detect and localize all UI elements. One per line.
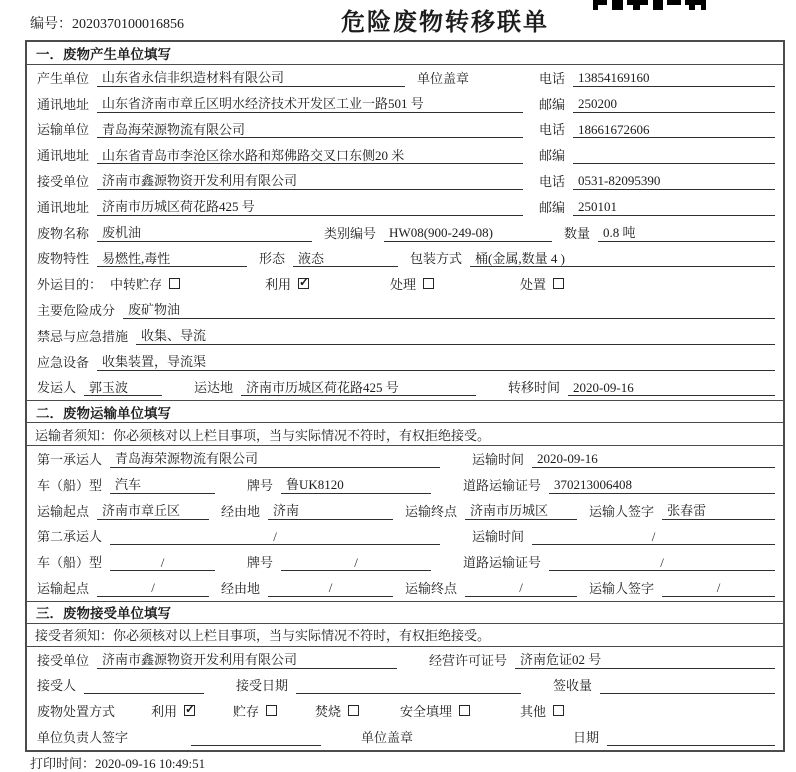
date-value — [607, 730, 775, 746]
checkbox-label: 处理 — [390, 277, 417, 293]
checkbox-icon — [423, 278, 434, 289]
form-state-label: 形态 — [259, 251, 286, 267]
row-vehicle-type-1 — [27, 472, 783, 498]
row-transporter-address — [27, 142, 783, 168]
transporter-postcode-value — [573, 148, 775, 164]
row-consignor — [27, 375, 783, 401]
hazardous-components-value: 废矿物油 — [123, 302, 775, 319]
route-origin-2-value: / — [97, 580, 209, 597]
waste-name-value: 废机油 — [97, 225, 312, 242]
plate-number-label: 牌号 — [247, 477, 274, 493]
route-origin-label: 运输起点 — [37, 503, 90, 519]
checkbox-icon — [348, 705, 359, 716]
quantity-value: 0.8 吨 — [598, 225, 775, 242]
route-end-label: 运输终点 — [405, 503, 458, 519]
unit-seal-2-label: 单位盖章 — [361, 729, 414, 745]
form-state-value: 液态 — [293, 251, 398, 268]
left-group — [35, 171, 537, 190]
transporter-unit-value: 青岛海荣源物流有限公司 — [97, 122, 523, 139]
vehicle-type-2-value: / — [110, 555, 215, 572]
emergency-equipment-label: 应急设备 — [37, 354, 90, 370]
row-receiver-person — [27, 673, 783, 699]
route-end-2-value: / — [465, 580, 577, 597]
transport-time-label: 运输时间 — [472, 451, 525, 467]
receiving-unit-value: 济南市鑫源物资开发利用有限公司 — [97, 652, 397, 669]
checkbox-label: 贮存 — [233, 704, 260, 720]
left-group — [35, 94, 537, 113]
carrier-signature-value: 张春雷 — [662, 503, 775, 520]
route-end-value: 济南市历城区 — [465, 503, 577, 520]
receive-date-value — [296, 678, 521, 694]
route-origin-2-label: 运输起点 — [37, 580, 90, 596]
responsible-signature-label: 单位负责人签字 — [37, 729, 129, 745]
row-disposal-method — [27, 698, 783, 724]
unit-seal-label: 单位盖章 — [417, 70, 470, 86]
plate-number-2-value: / — [281, 555, 431, 572]
row-vehicle-type-2 — [27, 549, 783, 575]
route-origin-value: 济南市章丘区 — [97, 503, 209, 520]
checkbox-item-utilize — [265, 274, 390, 293]
print-time-line — [30, 753, 205, 772]
first-carrier-label: 第一承运人 — [37, 451, 103, 467]
left-group — [35, 197, 537, 216]
route-via-value: 济南 — [268, 503, 393, 520]
license-number-label: 经营许可证号 — [429, 652, 508, 668]
checkbox-item-utilize-2 — [151, 701, 233, 720]
checkbox-icon — [553, 705, 564, 716]
consignor-label: 发运人 — [37, 380, 77, 396]
outbound-purpose-label: 外运目的： — [37, 277, 103, 293]
qr-code-fragment — [593, 0, 712, 11]
serial-number: 2020370100016856 — [72, 17, 184, 32]
row-receiver-unit — [27, 168, 783, 194]
checkbox-item-treat — [390, 274, 520, 293]
transport-time-2-label: 运输时间 — [472, 529, 525, 545]
emergency-equipment-value: 收集装置，导流渠 — [97, 354, 775, 371]
vehicle-type-label: 车（船）型 — [37, 477, 103, 493]
destination-value: 济南市历城区荷花路425 号 — [241, 380, 476, 397]
checkbox-label: 处置 — [520, 277, 547, 293]
route-end-2-label: 运输终点 — [405, 580, 458, 596]
checkbox-icon — [553, 278, 564, 289]
manifest-form — [25, 40, 785, 752]
transporter-unit-label: 运输单位 — [37, 122, 90, 138]
left-group — [35, 119, 537, 138]
checkbox-label: 焚烧 — [315, 704, 342, 720]
second-carrier-value: / — [110, 529, 440, 546]
serial-label: 编号： — [30, 17, 72, 32]
license-number-value: 济南危证02 号 — [515, 652, 775, 669]
receiver-person-label: 接受人 — [37, 678, 77, 694]
plate-number-value: 鲁UK8120 — [281, 477, 431, 494]
print-time-label: 打印时间： — [30, 756, 96, 771]
transporter-notice-text: 运输者须知：你必须核对以上栏目事项，当与实际情况不符时，有权拒绝接受。 — [35, 427, 491, 443]
route-via-label: 经由地 — [221, 503, 261, 519]
section-transport-heading: 二．废物运输单位填写 — [27, 400, 783, 423]
checkbox-label: 中转贮存 — [110, 277, 163, 293]
row-route-2 — [27, 575, 783, 601]
road-permit-2-label: 道路运输证号 — [463, 555, 542, 571]
print-time-value: 2020-09-16 10:49:51 — [95, 756, 206, 771]
row-outbound-purpose — [27, 271, 783, 297]
transporter-phone-value: 18661672606 — [573, 122, 775, 139]
receiver-postcode-value: 250101 — [573, 199, 775, 216]
receiver-address-value: 济南市历城区荷花路425 号 — [97, 199, 523, 216]
first-carrier-value: 青岛海荣源物流有限公司 — [110, 451, 440, 468]
receiving-unit-label: 接受单位 — [37, 652, 90, 668]
waste-properties-label: 废物特性 — [37, 251, 90, 267]
receive-date-label: 接受日期 — [236, 678, 289, 694]
carrier-signature-2-label: 运输人签字 — [589, 580, 655, 596]
row-responsible-signature — [27, 724, 783, 750]
transporter-postcode-label: 邮编 — [539, 148, 566, 164]
packaging-value: 桶(金属,数量 4 ) — [470, 251, 775, 268]
waste-properties-value: 易燃性,毒性 — [97, 251, 247, 268]
row-first-carrier — [27, 446, 783, 472]
checkbox-icon — [298, 278, 309, 289]
row-transporter-notice — [27, 423, 783, 446]
checkbox-icon — [459, 705, 470, 716]
transfer-time-label: 转移时间 — [508, 380, 561, 396]
checkbox-item-other — [520, 701, 564, 720]
row-producer-address — [27, 91, 783, 117]
row-receiving-unit — [27, 647, 783, 673]
row-transporter-unit — [27, 117, 783, 143]
quantity-label: 数量 — [564, 225, 591, 241]
left-group — [35, 145, 537, 164]
checkbox-item-landfill — [400, 701, 520, 720]
hazardous-components-label: 主要危险成分 — [37, 302, 116, 318]
vehicle-type-2-label: 车（船）型 — [37, 555, 103, 571]
document-title: 危险废物转移联单 — [341, 10, 549, 36]
disposal-method-label: 废物处置方式 — [37, 704, 116, 720]
route-via-2-label: 经由地 — [221, 580, 261, 596]
vehicle-type-value: 汽车 — [110, 477, 215, 494]
date-label: 日期 — [573, 729, 600, 745]
checkbox-icon — [266, 705, 277, 716]
checkbox-label: 利用 — [151, 704, 178, 720]
carrier-signature-2-value: / — [662, 580, 775, 597]
contraindications-label: 禁忌与应急措施 — [37, 328, 129, 344]
row-second-carrier — [27, 524, 783, 550]
receiver-phone-label: 电话 — [539, 173, 566, 189]
checkbox-item-incinerate — [315, 701, 400, 720]
plate-number-2-label: 牌号 — [247, 555, 274, 571]
carrier-signature-label: 运输人签字 — [589, 503, 655, 519]
row-producer-unit — [27, 65, 783, 91]
category-code-label: 类别编号 — [324, 225, 377, 241]
checkbox-label: 安全填埋 — [400, 704, 453, 720]
section-receiver-heading: 三．废物接受单位填写 — [27, 601, 783, 624]
row-waste-name — [27, 220, 783, 246]
destination-label: 运达地 — [194, 380, 234, 396]
road-permit-label: 道路运输证号 — [463, 477, 542, 493]
transfer-time-value: 2020-09-16 — [568, 380, 775, 397]
receiver-unit-label: 接受单位 — [37, 173, 90, 189]
transport-time-value: 2020-09-16 — [532, 451, 775, 468]
transport-time-2-value: / — [532, 529, 775, 546]
page-header — [0, 0, 796, 40]
receiver-address-label: 通讯地址 — [37, 199, 90, 215]
responsible-signature-value — [191, 730, 321, 746]
packaging-label: 包装方式 — [410, 251, 463, 267]
road-permit-value: 370213006408 — [549, 477, 775, 494]
row-receiver-notice — [27, 624, 783, 647]
route-via-2-value: / — [268, 580, 393, 597]
signed-quantity-value — [600, 678, 775, 694]
row-hazardous-components — [27, 297, 783, 323]
producer-address-value: 山东省济南市章丘区明水经济技术开发区工业一路501 号 — [97, 96, 523, 113]
row-emergency-equipment — [27, 349, 783, 375]
producer-postcode-label: 邮编 — [539, 96, 566, 112]
waste-name-label: 废物名称 — [37, 225, 90, 241]
receiver-notice-text: 接受者须知：你必须核对以上栏目事项，当与实际情况不符时，有权拒绝接受。 — [35, 628, 491, 644]
contraindications-value: 收集、导流 — [136, 328, 775, 345]
row-route-1 — [27, 498, 783, 524]
checkbox-icon — [184, 705, 195, 716]
road-permit-2-value: / — [549, 555, 775, 572]
checkbox-item-dispose — [520, 274, 564, 293]
receiver-unit-value: 济南市鑫源物资开发利用有限公司 — [97, 173, 523, 190]
receiver-person-value — [84, 678, 204, 694]
consignor-value: 郭玉波 — [84, 380, 162, 397]
producer-phone-label: 电话 — [539, 70, 566, 86]
row-waste-properties — [27, 246, 783, 272]
checkbox-icon — [169, 278, 180, 289]
transporter-address-value: 山东省青岛市李沧区徐水路和郑佛路交叉口东侧20 米 — [97, 148, 523, 165]
producer-postcode-value: 250200 — [573, 96, 775, 113]
producer-unit-label: 产生单位 — [37, 70, 90, 86]
section-producer-heading: 一．废物产生单位填写 — [27, 42, 783, 65]
producer-phone-value: 13854169160 — [573, 70, 775, 87]
checkbox-item-store — [233, 701, 315, 720]
checkbox-item-transfer-storage — [110, 274, 265, 293]
producer-address-label: 通讯地址 — [37, 96, 90, 112]
transporter-phone-label: 电话 — [539, 122, 566, 138]
second-carrier-label: 第二承运人 — [37, 529, 103, 545]
row-contraindications — [27, 323, 783, 349]
checkbox-label: 其他 — [520, 704, 547, 720]
receiver-phone-value: 0531-82095390 — [573, 173, 775, 190]
producer-unit-value: 山东省永信非织造材料有限公司 — [97, 70, 405, 87]
category-code-value: HW08(900-249-08) — [384, 225, 552, 242]
receiver-postcode-label: 邮编 — [539, 199, 566, 215]
signed-quantity-label: 签收量 — [553, 678, 593, 694]
row-receiver-address — [27, 194, 783, 220]
left-group — [35, 68, 537, 87]
checkbox-label: 利用 — [265, 277, 292, 293]
transporter-address-label: 通讯地址 — [37, 148, 90, 164]
